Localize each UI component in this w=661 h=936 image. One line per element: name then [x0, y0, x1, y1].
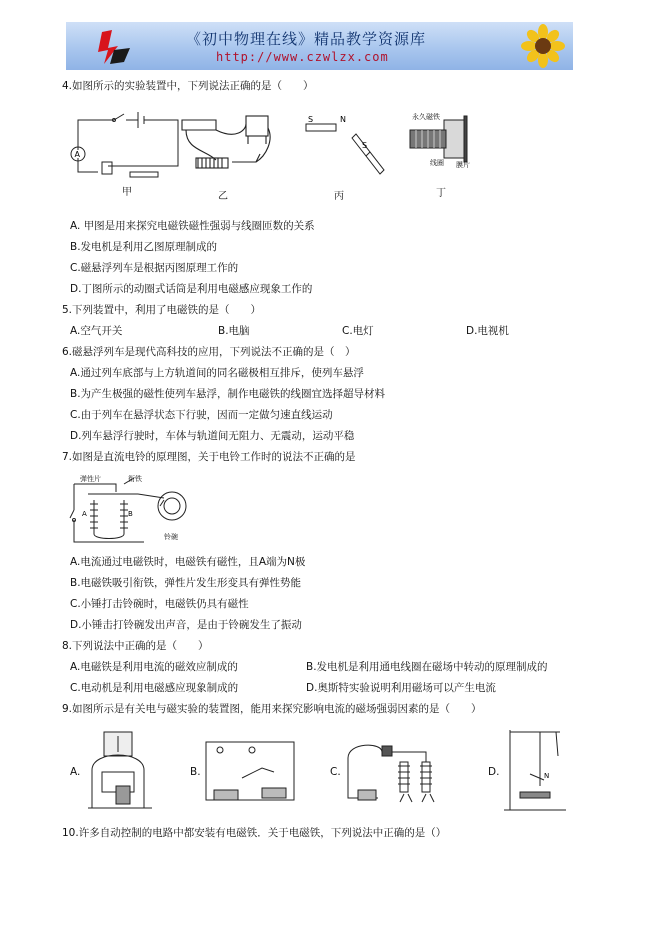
q5-option-c: C.电灯 — [342, 325, 374, 337]
q6-option-c: C.由于列车在悬浮状态下行驶，因而一定做匀速直线运动 — [70, 409, 333, 421]
q9-figure-d — [500, 726, 570, 816]
q6-option-d: D.列车悬浮行驶时，车体与轨道间无阻力、无震动，运动平稳 — [70, 430, 355, 442]
q4-option-c: C.磁悬浮列车是根据丙图原理工作的 — [70, 262, 239, 274]
q9-stem: 9.如图所示是有关电与磁实验的装置图，能用来探究影响电流的磁场强弱因素的是（ ） — [62, 703, 482, 715]
q7-stem: 7.如图是直流电铃的原理图，关于电铃工作时的说法不正确的是 — [62, 451, 356, 463]
q9-figure-b — [202, 738, 298, 804]
q8-option-a: A.电磁铁是利用电流的磁效应制成的 — [70, 661, 238, 673]
svg-text:S: S — [308, 116, 314, 124]
q5-option-b: B.电脑 — [218, 325, 250, 337]
q9-option-d: D. — [488, 766, 500, 778]
q5-stem: 5.下列装置中，利用了电磁铁的是（ ） — [62, 304, 262, 316]
q4-figure-yi — [176, 110, 276, 180]
q5-option-a: A.空气开关 — [70, 325, 123, 337]
q7-spring-label: 弹性片 — [80, 475, 101, 483]
q4-option-d: D.丁图所示的动圈式话筒是利用电磁感应现象工作的 — [70, 283, 313, 295]
q4-option-b: B.发电机是利用乙图原理制成的 — [70, 241, 218, 253]
svg-text:N: N — [544, 772, 550, 780]
q4-ding-magnet-label: 永久磁铁 — [412, 113, 440, 121]
q4-stem: 4.如图所示的实验装置中，下列说法正确的是（ ） — [62, 80, 314, 92]
q4-label-yi: 乙 — [218, 191, 228, 202]
q4-label-jia: 甲 — [122, 187, 132, 198]
q9-figure-a — [86, 728, 166, 812]
header-banner — [66, 22, 573, 70]
q6-option-b: B.为产生极强的磁性使列车悬浮，制作电磁铁的线圈宜选择超导材料 — [70, 388, 386, 400]
q8-stem: 8.下列说法中正确的是（ ） — [62, 640, 209, 652]
svg-text:A: A — [82, 510, 87, 518]
q7-option-c: C.小锤打击铃碗时，电磁铁仍具有磁性 — [70, 598, 249, 610]
q9-figure-c — [342, 738, 452, 804]
banner-url: http://www.czwlzx.com — [216, 50, 389, 64]
q10-stem: 10.许多自动控制的电路中都安装有电磁铁．关于电磁铁，下列说法中正确的是（） — [62, 827, 447, 839]
q7-option-a: A.电流通过电磁铁时，电磁铁有磁性，且A端为N极 — [70, 556, 306, 568]
q7-bowl-label: 铃碗 — [164, 533, 178, 541]
q7-option-d: D.小锤击打铃碗发出声音，是由于铃碗发生了振动 — [70, 619, 302, 631]
q4-ding-diaphragm-label: 膜片 — [456, 161, 470, 169]
svg-text:S: S — [362, 141, 368, 150]
q4-label-ding: 丁 — [436, 188, 446, 199]
q4-ding-coil-label: 线圈 — [430, 159, 444, 167]
q9-option-b: B. — [190, 766, 201, 778]
q7-armature-label: 衔铁 — [128, 475, 142, 483]
q8-option-b: B.发电机是利用通电线圈在磁场中转动的原理制成的 — [306, 661, 548, 673]
q8-option-c: C.电动机是利用电磁感应现象制成的 — [70, 682, 239, 694]
q6-stem: 6.磁悬浮列车是现代高科技的应用，下列说法不正确的是（ ） — [62, 346, 356, 358]
q7-option-b: B.电磁铁吸引衔铁，弹性片发生形变具有弹性势能 — [70, 577, 302, 589]
q8-option-d: D.奥斯特实验说明利用磁场可以产生电流 — [306, 682, 496, 694]
q9-option-c: C. — [330, 766, 341, 778]
site-logo-icon — [94, 28, 134, 66]
sunflower-icon — [519, 24, 567, 68]
svg-text:A: A — [74, 150, 80, 159]
svg-text:B: B — [128, 510, 133, 518]
banner-title: 《初中物理在线》精品教学资源库 — [186, 30, 427, 48]
q6-option-a: A.通过列车底部与上方轨道间的同名磁极相互排斥，使列车悬浮 — [70, 367, 364, 379]
q9-option-a: A. — [70, 766, 81, 778]
q4-figure-bing — [300, 116, 390, 180]
svg-text:N: N — [340, 116, 346, 124]
q5-option-d: D.电视机 — [466, 325, 509, 337]
q4-label-bing: 丙 — [334, 191, 344, 202]
q4-option-a: A. 甲图是用来探究电磁铁磁性强弱与线圈匝数的关系 — [70, 220, 315, 232]
